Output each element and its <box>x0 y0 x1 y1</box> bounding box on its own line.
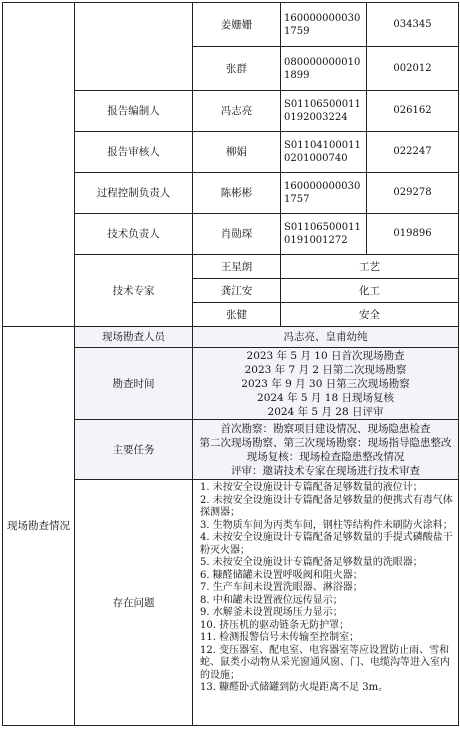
expert-name: 张健 <box>193 303 281 327</box>
issue-item: 5. 未按安全设施设计专篇配备足够数量的洗眼器； <box>200 557 423 568</box>
staff-role: 报告编制人 <box>75 91 193 132</box>
staff-cert-number: S011041000110201000740 <box>281 132 367 173</box>
survey-task-line: 第二次现场勘察、第三次现场勘察：现场指导隐患整改 <box>199 436 452 449</box>
issue-item: 6. 糠醛储罐未设置呼吸阀和阻火器； <box>200 569 363 581</box>
staff-cert-number: 1600000000301759 <box>281 3 367 47</box>
survey-time-line: 2024 年 5 月 18 日现场复核 <box>257 391 394 404</box>
staff-cert-number: S011065000110191001272 <box>281 214 367 255</box>
staff-name: 陈彬彬 <box>193 173 281 214</box>
staff-code: 034345 <box>367 3 459 47</box>
staff-role: 技术负责人 <box>75 214 193 255</box>
survey-time-line: 2023 年 5 月 10 日首次现场勘查 <box>246 349 405 362</box>
report-table <box>2 2 459 726</box>
issue-item: 10. 挤压机的驱动链条无防护罩； <box>200 619 350 631</box>
survey-task-list <box>193 420 459 480</box>
survey-time-line: 2023 年 9 月 30 日第三次现场勘察 <box>241 377 410 390</box>
issue-item: 7. 生产车间未设置洗眼器、淋浴器； <box>200 582 363 593</box>
issue-item: 8. 中和罐未设置液位远传显示； <box>200 594 343 606</box>
staff-role: 过程控制负责人 <box>75 173 193 214</box>
survey-time-label: 勘查时间 <box>75 348 193 420</box>
staff-name: 冯志亮 <box>193 91 281 132</box>
issue-item: 1. 未按安全设施设计专篇配备足够数量的液位计； <box>200 482 423 493</box>
issue-item: 3. 生物质车间为丙类车间，钢柱等结构件未刷防火涂料； <box>200 519 453 531</box>
staff-cert-number: 0800000000101899 <box>281 47 367 91</box>
staff-cert-number: S011065000110192003224 <box>281 91 367 132</box>
expert-name: 王星朗 <box>193 255 281 279</box>
issue-item: 2. 未按安全设施设计专篇配备足够数量的便携式有毒气体探测器； <box>200 494 453 518</box>
survey-task-line: 首次勘察：勘察项目建设情况、现场隐患检查 <box>220 422 431 435</box>
survey-time-list <box>193 348 459 420</box>
survey-task-label: 主要任务 <box>75 420 193 480</box>
staff-code: 019896 <box>367 214 459 255</box>
expert-field: 工艺 <box>281 255 459 279</box>
staff-cert-number: 1600000000301757 <box>281 173 367 214</box>
left-blank-cell <box>3 3 75 327</box>
issue-item: 9. 水解釜未设置现场压力显示； <box>200 607 343 618</box>
issues-list <box>196 482 455 695</box>
staff-name: 张群 <box>193 47 281 91</box>
survey-issues-label: 存在问题 <box>75 480 193 726</box>
expert-field: 安全 <box>281 303 459 327</box>
expert-field: 化工 <box>281 279 459 303</box>
survey-section-label: 现场勘查情况 <box>3 327 75 726</box>
survey-task-line: 现场复核：现场检查隐患整改情况 <box>246 450 405 463</box>
staff-row <box>3 3 459 47</box>
staff-name: 肖勋琛 <box>193 214 281 255</box>
survey-personnel-value: 冯志亮、皇甫幼纯 <box>193 327 459 348</box>
expert-name: 龚江安 <box>193 279 281 303</box>
survey-issues-cell <box>193 480 459 726</box>
issue-item: 11. 检测报警信号未传输至控制室； <box>200 632 360 643</box>
staff-code: 022247 <box>367 132 459 173</box>
staff-name: 柳娟 <box>193 132 281 173</box>
issue-item: 12. 变压器室、配电室、电容器室等应设置防止雨、雪和蛇、鼠类小动物从采光窗通风窗、门、电缆沟等进入室内的设施； <box>200 644 450 681</box>
survey-time-line: 2024 年 5 月 28 日评审 <box>267 405 384 418</box>
staff-code: 029278 <box>367 173 459 214</box>
survey-personnel-row <box>3 327 459 348</box>
expert-label: 技术专家 <box>75 255 193 327</box>
staff-name: 姜姗姗 <box>193 3 281 47</box>
survey-personnel-label: 现场勘查人员 <box>75 327 193 348</box>
issue-item: 13. 糠醛卧式储罐到防火堤距离不足 3m。 <box>200 682 389 693</box>
staff-role-cell <box>75 3 193 91</box>
staff-code: 002012 <box>367 47 459 91</box>
survey-time-line: 2023 年 7 月 2 日第二次现场勘察 <box>244 363 407 376</box>
issue-item: 4. 未按安全设施设计专篇配备足够数量的手提式磷酸盐干粉灭火器； <box>200 532 453 556</box>
staff-code: 026162 <box>367 91 459 132</box>
staff-role: 报告审核人 <box>75 132 193 173</box>
survey-task-line: 评审：邀请技术专家在现场进行技术审查 <box>231 464 420 477</box>
